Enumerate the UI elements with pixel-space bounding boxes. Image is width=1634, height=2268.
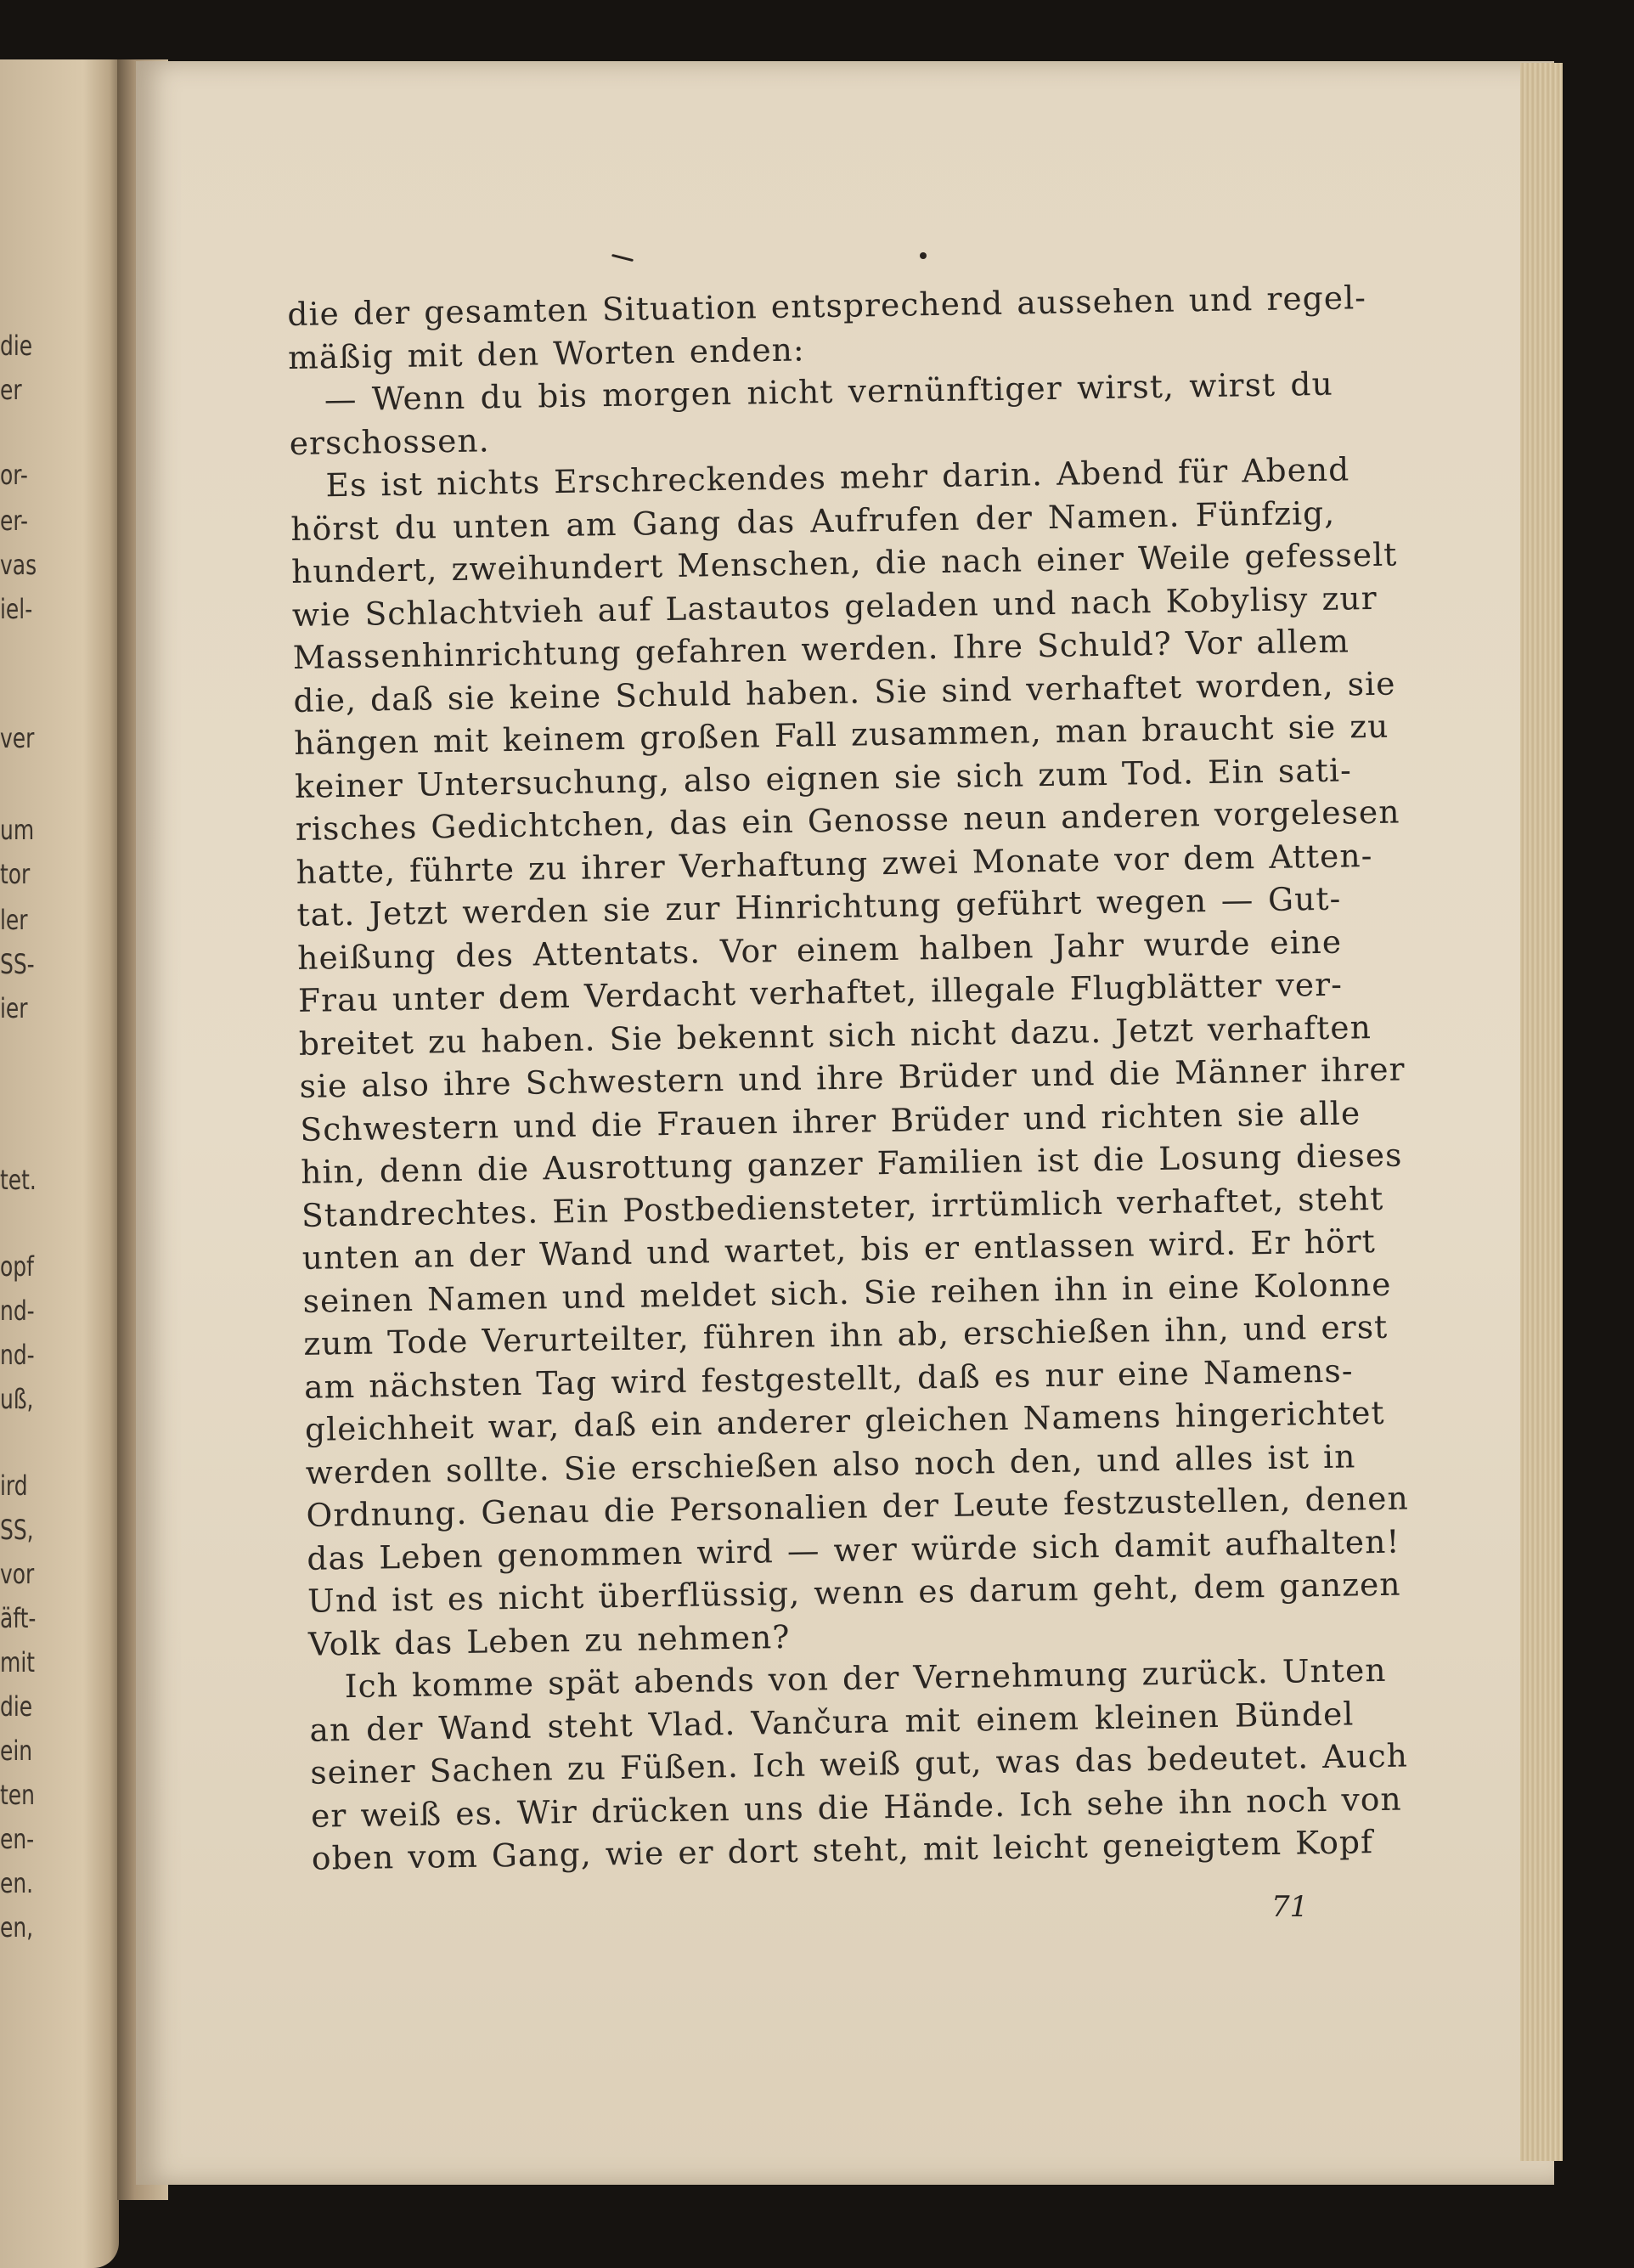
text-line: keiner Untersuchung, also eignen sie sich zum Tod. Ein sati- — [294, 750, 1353, 805]
left-fragment: äft- — [0, 1602, 37, 1634]
text-line: seiner Sachen zu Füßen. Ich weiß gut, was das bedeutet. Auch — [310, 1736, 1409, 1791]
text-line: zum Tode Verurteilter, führen ihn ab, erschießen ihn, und erst — [303, 1307, 1389, 1362]
text-line: Es ist nichts Erschreckendes mehr darin. Abend für Abend — [325, 450, 1350, 505]
left-fragment: ten — [0, 1779, 35, 1811]
text-line: Ordnung. Genau die Personalien der Leute festzustellen, denen — [306, 1479, 1410, 1534]
text-line: hängen mit keinem großen Fall zusammen, man braucht sie zu — [293, 707, 1389, 762]
left-fragment: um — [0, 814, 35, 846]
left-fragment: ein — [0, 1735, 33, 1767]
text-line: Volk das Leben zu nehmen? — [307, 1617, 791, 1663]
left-facing-page — [0, 59, 119, 2268]
text-line: — Wenn du bis morgen nicht vernünftiger wirst, wirst du — [324, 364, 1334, 419]
body-text — [287, 277, 1410, 1881]
text-line: erschossen. — [289, 420, 491, 462]
text-line: hin, denn die Ausrottung ganzer Familien ist die Losung dieses — [300, 1136, 1403, 1191]
text-line: die der gesamten Situation entsprechend aussehen und regel- — [287, 279, 1367, 333]
text-line: unten an der Wand und wartet, bis er entlassen wird. Er hört — [301, 1222, 1377, 1277]
left-fragment: opf — [0, 1250, 34, 1283]
left-fragment: mit — [0, 1646, 36, 1678]
text-line: wie Schlachtvieh auf Lastautos geladen und nach Kobylisy zur — [291, 578, 1378, 634]
left-fragment: ird — [0, 1470, 28, 1502]
text-line: seinen Namen und meldet sich. Sie reihen ihn in eine Kolonne — [302, 1265, 1392, 1320]
left-fragment: en, — [0, 1911, 34, 1944]
left-fragment: en. — [0, 1867, 34, 1899]
left-fragment: die — [0, 1690, 33, 1723]
left-fragment: vor — [0, 1558, 35, 1590]
text-line: sie also ihre Schwestern und ihre Brüder und die Männer ihrer — [299, 1050, 1406, 1105]
text-line: risches Gedichtchen, das ein Genosse neun anderen vorgelesen — [295, 793, 1400, 848]
text-line: die, daß sie keine Schuld haben. Sie sind verhaftet worden, sie — [293, 664, 1396, 719]
text-line: an der Wand steht Vlad. Vančura mit einem kleinen Bündel — [309, 1694, 1355, 1749]
text-line: heißung des Attentats. Vor einem halben Jahr wurde eine — [296, 922, 1343, 977]
left-fragment: nd- — [0, 1339, 35, 1371]
print-speck — [920, 252, 927, 259]
text-line: Schwestern und die Frauen ihrer Brüder und richten sie alle — [300, 1093, 1361, 1148]
left-fragment: ver — [0, 722, 35, 754]
left-fragment: en- — [0, 1823, 35, 1855]
left-fragment: uß, — [0, 1383, 34, 1415]
text-line: hundert, zweihundert Menschen, die nach einer Weile gefesselt — [290, 535, 1398, 590]
text-line: Ich komme spät abends von der Vernehmung zurück. Unten — [344, 1650, 1387, 1706]
left-fragment: SS- — [0, 948, 35, 980]
text-line: gleichheit war, daß ein anderer gleichen Namens hingerichtet — [304, 1393, 1385, 1448]
text-line: er weiß es. Wir drücken uns die Hände. Ich sehe ihn noch von — [310, 1780, 1403, 1835]
left-fragment: vas — [0, 549, 37, 581]
text-line: oben vom Gang, wie er dort steht, mit leicht geneigtem Kopf — [311, 1823, 1374, 1877]
text-line: Massenhinrichtung gefahren werden. Ihre Schuld? Vor allem — [292, 622, 1350, 676]
left-fragment: er- — [0, 505, 29, 537]
text-line: breitet zu haben. Sie bekennt sich nicht dazu. Jetzt verhaften — [298, 1007, 1372, 1063]
text-line: hörst du unten am Gang das Aufrufen der Namen. Fünfzig, — [290, 494, 1336, 548]
text-line: Standrechtes. Ein Postbediensteter, irrtümlich verhaftet, steht — [301, 1179, 1384, 1234]
left-fragment: SS, — [0, 1514, 34, 1546]
page-edges — [1520, 63, 1563, 2161]
text-line: das Leben genommen wird — wer würde sich damit aufhalten! — [307, 1522, 1400, 1577]
left-fragment: ier — [0, 992, 28, 1024]
left-fragment: tet. — [0, 1164, 37, 1196]
left-fragment: nd- — [0, 1295, 35, 1327]
text-line: werden sollte. Sie erschießen also noch den, und alles ist in — [305, 1436, 1356, 1492]
left-fragment: er — [0, 374, 22, 406]
left-fragment: iel- — [0, 593, 33, 625]
left-fragment: or- — [0, 459, 28, 491]
left-fragment: ler — [0, 904, 28, 936]
left-page-fragments — [0, 59, 119, 2268]
text-line: mäßig mit den Worten enden: — [287, 330, 806, 376]
left-fragment: die — [0, 330, 33, 362]
text-line: am nächsten Tag wird festgestellt, daß es nur eine Namens- — [303, 1351, 1354, 1406]
text-line: Und ist es nicht überflüssig, wenn es darum geht, dem ganzen — [307, 1565, 1401, 1620]
text-line: tat. Jetzt werden sie zur Hinrichtung geführt wegen — Gut- — [296, 879, 1342, 934]
text-line: hatte, führte zu ihrer Verhaftung zwei Monate vor dem Atten- — [296, 836, 1373, 891]
page-number: 71 — [1271, 1890, 1309, 1924]
left-fragment: tor — [0, 858, 31, 890]
text-line: Frau unter dem Verdacht verhaftet, illegale Flugblätter ver- — [297, 965, 1344, 1019]
